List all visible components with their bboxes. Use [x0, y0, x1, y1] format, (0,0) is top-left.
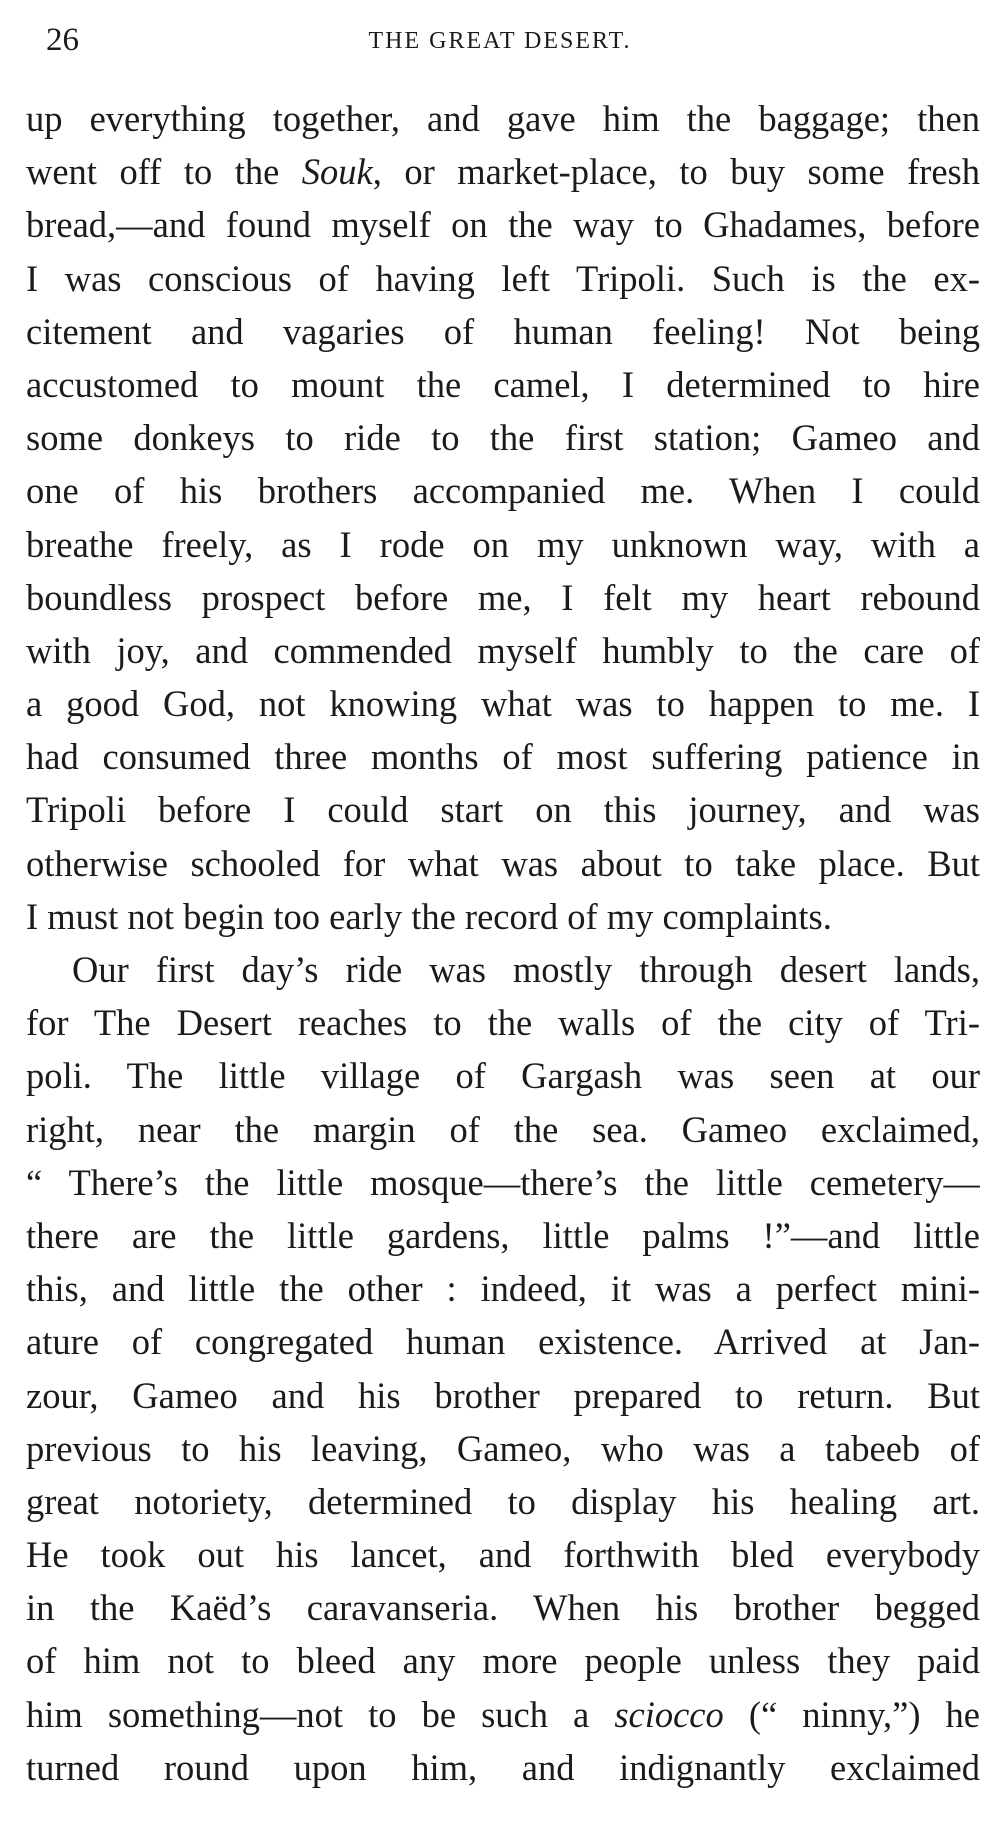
- text-line: this, and little the other : indeed, it was a perfect mini-: [26, 1268, 980, 1310]
- text-line: some donkeys to ride to the first station; Gameo and: [26, 417, 980, 459]
- text-line: had consumed three months of most suffering patience in: [26, 736, 980, 778]
- text-line: for The Desert reaches to the walls of the city of Tri-: [26, 1002, 980, 1044]
- text-line: “ There’s the little mosque—there’s the little cemetery—: [26, 1161, 980, 1203]
- text-line: I was conscious of having left Tripoli. Such is the ex-: [26, 257, 980, 299]
- page-number: 26: [46, 22, 79, 58]
- text-line: with joy, and commended myself humbly to the care of: [26, 629, 980, 671]
- italic-word: Souk: [301, 151, 373, 193]
- text-line: him something—not to be such a sciocco (“ ninny,”) he: [26, 1693, 980, 1735]
- text-line: went off to the Souk, or market-place, to buy some fresh: [26, 151, 980, 193]
- text-line: ature of congregated human existence. Arrived at Jan-: [26, 1321, 980, 1363]
- text-line: great notoriety, determined to display his healing art.: [26, 1480, 980, 1522]
- text-line: Our first day’s ride was mostly through desert lands,: [72, 949, 980, 990]
- italic-word: sciocco: [614, 1693, 724, 1735]
- paragraph-1: [26, 92, 980, 943]
- text-line: He took out his lancet, and forthwith bled everybody: [26, 1534, 980, 1576]
- text-line: breathe freely, as I rode on my unknown way, with a: [26, 523, 980, 565]
- text-line: Tripoli before I could start on this journey, and was: [26, 789, 980, 831]
- text-line: boundless prospect before me, I felt my heart rebound: [26, 576, 980, 618]
- body-text: [26, 92, 980, 1794]
- text-line: poli. The little village of Gargash was seen at our: [26, 1055, 980, 1097]
- text-line: of him not to bleed any more people unless they paid: [26, 1640, 980, 1682]
- text-line: I must not begin too early the record of my complaints.: [26, 895, 832, 937]
- text-line: turned round upon him, and indignantly exclaimed: [26, 1746, 980, 1788]
- text-line: citement and vagaries of human feeling! Not being: [26, 310, 980, 352]
- text-line: in the Kaëd’s caravanseria. When his brother begged: [26, 1587, 980, 1629]
- text-line: there are the little gardens, little palms !”—and little: [26, 1214, 980, 1256]
- text-line: otherwise schooled for what was about to take place. But: [26, 842, 980, 884]
- running-head: THE GREAT DESERT.: [368, 28, 632, 54]
- text-line: previous to his leaving, Gameo, who was a tabeeb of: [26, 1427, 980, 1469]
- text-line: zour, Gameo and his brother prepared to return. But: [26, 1374, 980, 1416]
- text-line: one of his brothers accompanied me. When I could: [26, 470, 980, 512]
- text-line: up everything together, and gave him the baggage; then: [26, 98, 980, 139]
- paragraph-2: [26, 943, 980, 1794]
- text-line: bread,—and found myself on the way to Ghadames, before: [26, 204, 980, 246]
- text-line: right, near the margin of the sea. Gameo exclaimed,: [26, 1108, 980, 1150]
- text-line: a good God, not knowing what was to happen to me. I: [26, 683, 980, 725]
- text-line: accustomed to mount the camel, I determined to hire: [26, 363, 980, 405]
